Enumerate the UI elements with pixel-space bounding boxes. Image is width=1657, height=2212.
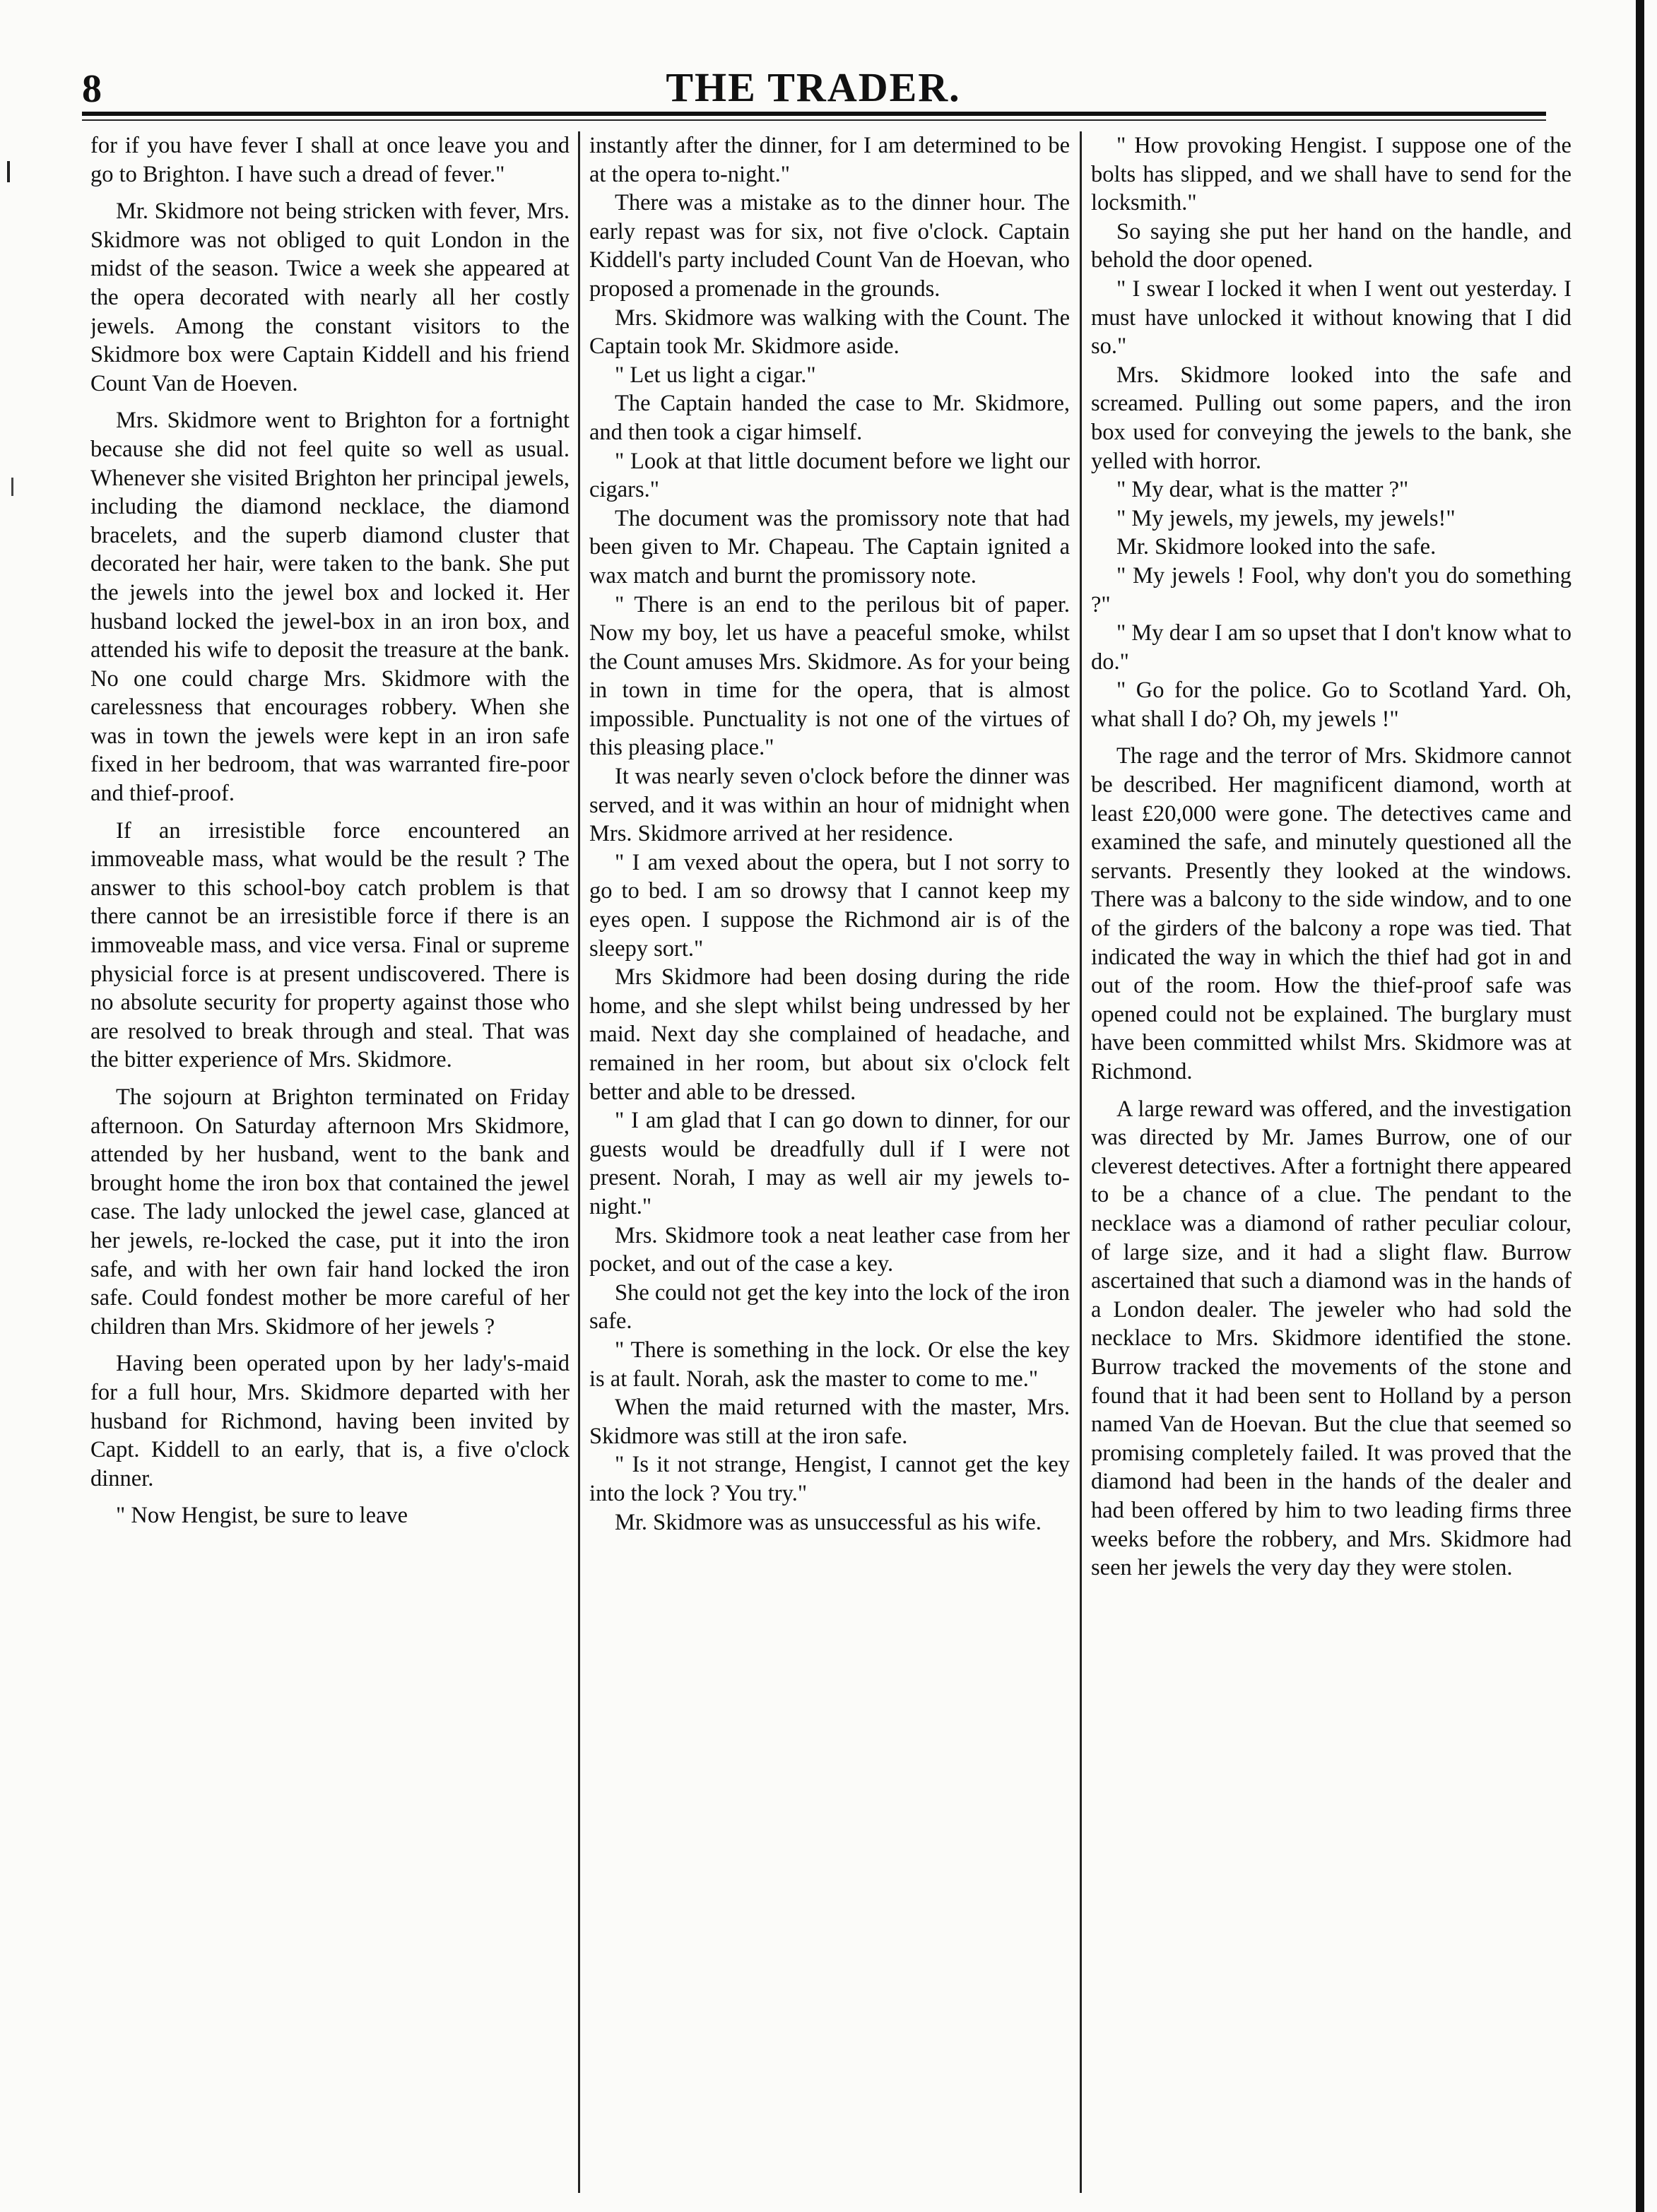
paragraph: The document was the promissory note that had been given to Mr. Chapeau. The Captain ignited a wax match and burnt the promissory note.	[589, 505, 1070, 589]
paragraph: " How provoking Hengist. I suppose one of the bolts has slipped, and we shall have to send for the locksmith."	[1091, 133, 1572, 216]
header-rule-thick	[82, 112, 1546, 116]
column-divider	[1080, 131, 1082, 2193]
column-divider	[578, 131, 580, 2193]
paragraph: It was nearly seven o'clock before the dinner was served, and it was within an hour of midnight when Mrs. Skidmore arrived at her residence.	[589, 764, 1070, 847]
paragraph: There was a mistake as to the dinner hour. The early repast was for six, not five o'clock. Captain Kiddell's party included Count Van de Hoevan, who proposed a promenade in the grounds.	[589, 190, 1070, 302]
paragraph: " Now Hengist, be sure to leave	[116, 1503, 408, 1529]
paragraph: A large reward was offered, and the investigation was directed by Mr. James Burrow, one of our cleverest detectives. After a fortnight there appeared to be a chance of a clue. The pendant to the necklace was a diamond of rather peculiar colour, of large size, and it had a slight flaw. Burrow ascertained that such a diamond was in the hands of a London dealer. The jeweler who had sold the necklace to Mrs. Skidmore identified the stone. Burrow tracked the movements of the stone and found that it had been sent to Holland by a person named Van de Hoevan. But the clue that seemed so promising completely failed. It was proved that the diamond had been in the hands of the dealer and had been offered by him to two leading firms three weeks before the robbery, and Mrs. Skidmore had seen her jewels the very day they were stolen.	[1091, 1096, 1572, 1581]
paragraph: " I swear I locked it when I went out yesterday. I must have unlocked it without knowing that I did so."	[1091, 276, 1572, 360]
page-number: 8	[82, 67, 102, 111]
paragraph: So saying she put her hand on the handle, and behold the door opened.	[1091, 218, 1572, 273]
margin-speck	[11, 478, 13, 496]
paragraph: The Captain handed the case to Mr. Skidmore, and then took a cigar himself.	[589, 391, 1070, 445]
paragraph: " Let us light a cigar."	[615, 362, 816, 388]
paragraph: Mr. Skidmore looked into the safe.	[1116, 534, 1437, 560]
paragraph: The rage and the terror of Mrs. Skidmore cannot be described. Her magnificent diamond, worth at least £20,000 were gone. The detectives came and examined the safe, and minutely questioned all the servants. Presently they looked at the windows. There was a balcony to the side window, and to one of the girders of the balcony a rope was tied. That indicated the way in which the thief had got in and out of the room. How the thief-proof safe was opened could not be explained. The burglary must have been committed whilst Mrs. Skidmore was at Richmond.	[1091, 743, 1572, 1084]
paragraph: Mrs. Skidmore was walking with the Count. The Captain took Mr. Skidmore aside.	[589, 304, 1070, 360]
text-column-1	[90, 131, 570, 2193]
paragraph: " Go for the police. Go to Scotland Yard. Oh, what shall I do? Oh, my jewels !"	[1091, 678, 1572, 732]
paragraph: " There is something in the lock. Or else the key is at fault. Norah, ask the master to come to me."	[589, 1337, 1070, 1392]
text-column-2	[589, 131, 1070, 2193]
paragraph: " Is it not strange, Hengist, I cannot get the key into the lock ? You try."	[589, 1452, 1070, 1506]
paragraph: instantly after the dinner, for I am determined to be at the opera to-night."	[589, 133, 1070, 187]
paper-title: THE TRADER.	[666, 64, 961, 110]
paragraph: Mrs Skidmore had been dosing during the ride home, and she slept whilst being undressed by her maid. Next day she complained of headache, and remained in her room, but about six o'clock felt better and able to be dressed.	[589, 964, 1070, 1105]
page-edge-shadow	[1636, 0, 1644, 2212]
paragraph: " My dear, what is the matter ?"	[1116, 477, 1409, 503]
paragraph: " My jewels ! Fool, why don't you do something ?"	[1091, 562, 1572, 617]
paragraph: She could not get the key into the lock of the iron safe.	[589, 1279, 1070, 1335]
paragraph: The sojourn at Brighton terminated on Friday afternoon. On Saturday afternoon Mrs Skidmore, attended by her husband, went to the bank and brought home the iron box that contained the jewel case. The lady unlocked the jewel case, glanced at her jewels, re-locked the case, put it into the iron safe, and with her own fair hand locked the iron safe. Could fondest mother be more careful of her children than Mrs. Skidmore of her jewels ?	[90, 1084, 570, 1339]
paragraph: Mrs. Skidmore looked into the safe and screamed. Pulling out some papers, and the iron box used for conveying the jewels to the bank, she yelled with horror.	[1091, 362, 1572, 474]
paragraph: Mr. Skidmore not being stricken with fever, Mrs. Skidmore was not obliged to quit London in the midst of the season. Twice a week she appeared at the opera decorated with nearly all her costly jewels. Among the constant visitors to the Skidmore box were Captain Kiddell and his friend Count Van de Hoeven.	[90, 199, 570, 396]
header-rule-thin	[82, 119, 1546, 121]
paragraph: When the maid returned with the master, Mrs. Skidmore was still at the iron safe.	[589, 1395, 1070, 1449]
paragraph: Having been operated upon by her lady's-maid for a full hour, Mrs. Skidmore departed with her husband for Richmond, having been invited by Capt. Kiddell to an early, that is, a five o'clock dinner.	[90, 1351, 570, 1491]
masthead	[82, 61, 1545, 109]
paragraph: for if you have fever I shall at once leave you and go to Brighton. I have such a dread of fever."	[90, 133, 570, 187]
paragraph: " I am vexed about the opera, but I not sorry to go to bed. I am so drowsy that I cannot keep my eyes open. I suppose the Richmond air is of the sleepy sort."	[589, 849, 1070, 962]
paragraph: If an irresistible force encountered an immoveable mass, what would be the result ? The answer to this school-boy catch problem is that there cannot be an irresistible force if there is an immoveable mass, and vice versa. Final or supreme physicial force is at present undiscovered. There is no absolute security for property against those who are resolved to break through and steal. That was the bitter experience of Mrs. Skidmore.	[90, 817, 570, 1073]
paragraph: " My dear I am so upset that I don't know what to do."	[1091, 620, 1572, 675]
paragraph: " My jewels, my jewels, my jewels!"	[1116, 505, 1456, 531]
paragraph: " I am glad that I can go down to dinner, for our guests would be dreadfully dull if I were not present. Norah, I may as well air my jewels to-night."	[589, 1108, 1070, 1219]
paragraph: Mrs. Skidmore took a neat leather case from her pocket, and out of the case a key.	[589, 1222, 1070, 1277]
paragraph: Mrs. Skidmore went to Brighton for a fortnight because she did not feel quite so well as usual. Whenever she visited Brighton her principal jewels, including the diamond necklace, the diamond bracelets, and the superb diamond cluster that decorated her hair, were taken to the bank. She put the jewels into the jewel box and locked it. Her husband locked the jewel-box in an iron box, and attended his wife to deposit the treasure at the bank. No one could charge Mrs. Skidmore with the carelessness that encourages robbery. When she was in town the jewels were kept in an iron safe fixed in her bedroom, that was warranted fire-poor and thief-proof.	[90, 408, 570, 807]
paragraph: " Look at that little document before we light our cigars."	[589, 448, 1070, 503]
text-column-3	[1091, 131, 1572, 2193]
paragraph: Mr. Skidmore was as unsuccessful as his wife.	[615, 1509, 1042, 1535]
margin-mark	[7, 161, 10, 182]
paragraph: " There is an end to the perilous bit of paper. Now my boy, let us have a peaceful smoke, whilst the Count amuses Mrs. Skidmore. As for your being in town in time for the opera, that is almost impossible. Punctuality is not one of the virtues of this pleasing place."	[589, 591, 1070, 761]
